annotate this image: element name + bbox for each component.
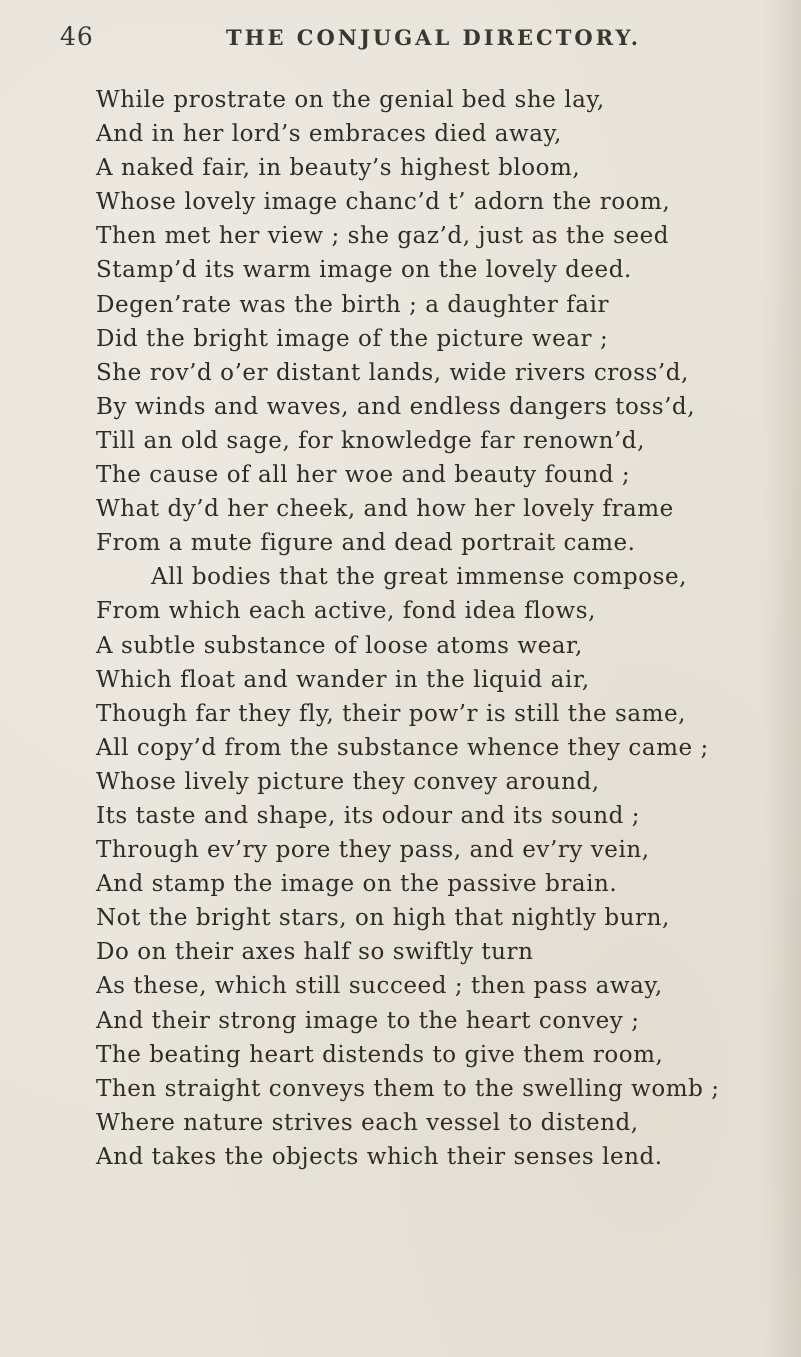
poem-line: Its taste and shape, its odour and its sound ; (96, 802, 641, 829)
poem-line: Where nature strives each vessel to distend, (96, 1109, 639, 1136)
poem-line: All copy’d from the substance whence they came ; (96, 734, 709, 761)
poem-line: By winds and waves, and endless dangers toss’d, (96, 393, 696, 420)
poem-line: From a mute figure and dead portrait came. (96, 530, 636, 557)
poem-line: The cause of all her woe and beauty found ; (96, 462, 631, 489)
poem-line: From which each active, fond idea flows, (96, 598, 596, 625)
running-head (60, 22, 710, 62)
poem-line: As these, which still succeed ; then pass away, (96, 973, 663, 1000)
poem-line: Though far they fly, their pow’r is still the same, (96, 700, 686, 727)
poem-line: What dy’d her cheek, and how her lovely frame (96, 496, 674, 523)
page-number: 46 (60, 22, 94, 51)
poem-line: All bodies that the great immense compose, (151, 564, 687, 591)
poem-line: Do on their axes half so swiftly turn (96, 939, 534, 966)
poem-text (96, 83, 786, 1174)
poem-line: And their strong image to the heart convey ; (96, 1007, 640, 1034)
poem-line: The beating heart distends to give them room, (96, 1041, 664, 1068)
poem-line: Whose lovely image chanc’d t’ adorn the room, (96, 189, 671, 216)
poem-line: Not the bright stars, on high that nightly burn, (96, 905, 670, 932)
poem-line: And in her lord’s embraces died away, (96, 121, 562, 148)
poem-line: A naked fair, in beauty’s highest bloom, (96, 155, 581, 182)
running-title: THE CONJUGAL DIRECTORY. (226, 25, 642, 50)
poem-line: Through ev’ry pore they pass, and ev’ry vein, (96, 837, 650, 864)
poem-line: Degen’rate was the birth ; a daughter fair (96, 291, 610, 318)
poem-line: Did the bright image of the picture wear ; (96, 325, 609, 352)
poem-line: Stamp’d its warm image on the lovely deed. (96, 257, 632, 284)
poem-line: She rov’d o’er distant lands, wide rivers cross’d, (96, 359, 689, 386)
poem-line: And stamp the image on the passive brain. (96, 871, 618, 898)
poem-line: Till an old sage, for knowledge far renown’d, (96, 427, 645, 454)
poem-line: Whose lively picture they convey around, (96, 768, 600, 795)
poem-line: And takes the objects which their senses lend. (96, 1143, 663, 1170)
poem-line: Then met her view ; she gaz’d, just as the seed (96, 223, 670, 250)
poem-line: Then straight conveys them to the swelling womb ; (96, 1075, 720, 1102)
poem-line: A subtle substance of loose atoms wear, (96, 632, 583, 659)
poem-line: Which float and wander in the liquid air, (96, 666, 590, 693)
poem-line: While prostrate on the genial bed she lay, (96, 87, 605, 113)
